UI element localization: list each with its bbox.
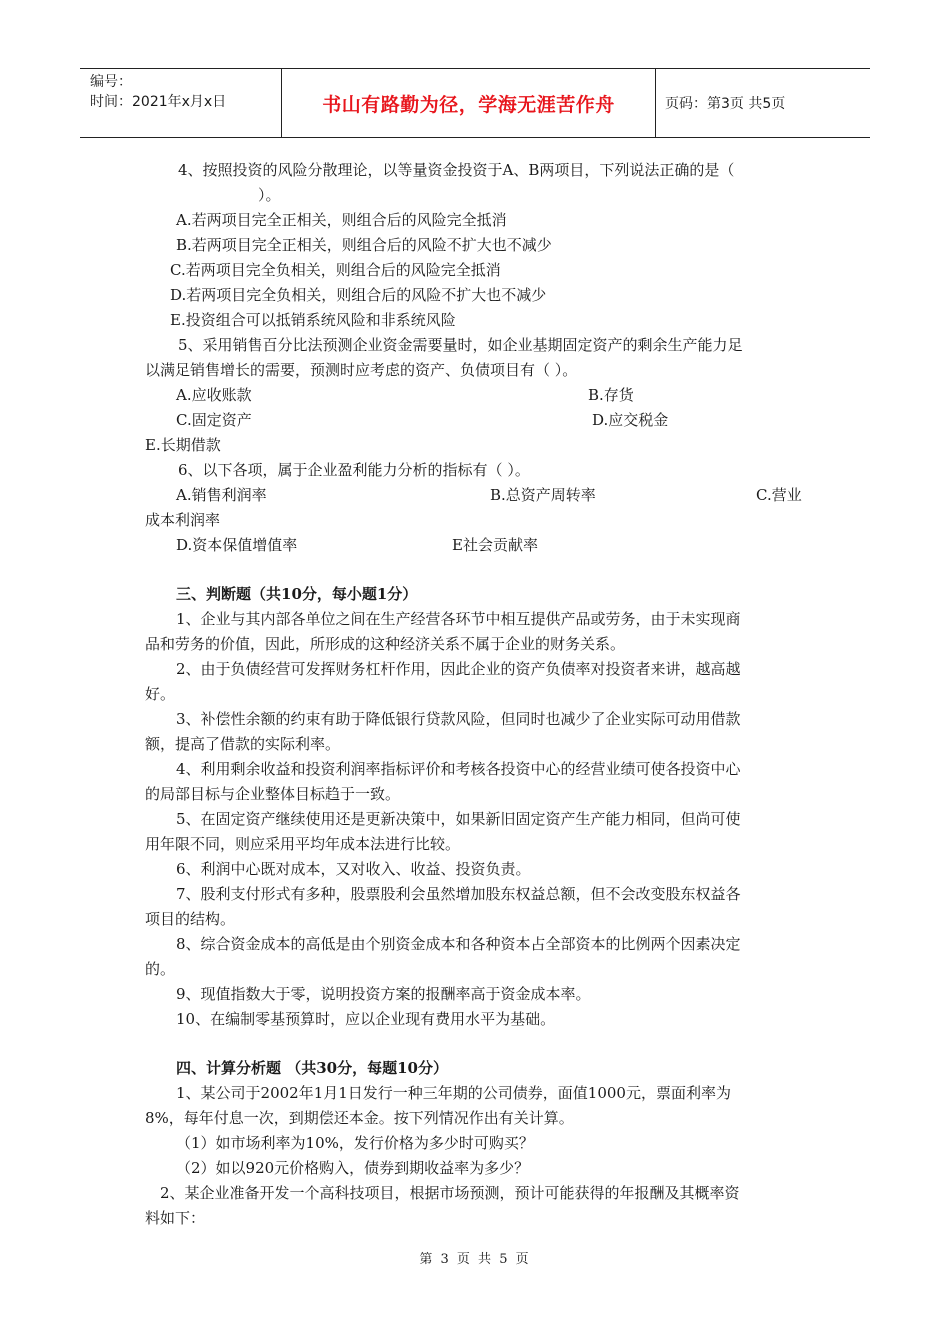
section4-line: 1、某公司于2002年1月1日发行一种三年期的公司债券，面值1000元，票面利率为	[176, 1084, 731, 1102]
section3-line: 8、综合资金成本的高低是由个别资金成本和各种资本占全部资本的比例两个因素决定	[176, 935, 741, 953]
section3-line: 3、补偿性余额的约束有助于降低银行贷款风险，但同时也减少了企业实际可动用借款	[176, 710, 741, 728]
section3-line: 额，提高了借款的实际利率。	[145, 735, 341, 753]
section4-line: 2、某企业准备开发一个高科技项目，根据市场预测，预计可能获得的年报酬及其概率资	[160, 1184, 740, 1202]
section3-line: 6、利润中心既对成本，又对收入、收益、投资负责。	[176, 860, 531, 878]
q4-option-c: C.若两项目完全负相关，则组合后的风险完全抵消	[170, 261, 501, 279]
section4-line: （1）如市场利率为10%，发行价格为多少时可购买？	[176, 1134, 534, 1152]
section3-line: 品和劳务的价值，因此，所形成的这种经济关系不属于企业的财务关系。	[145, 635, 626, 653]
page-header	[80, 68, 870, 138]
q5-stem-line1: 5、采用销售百分比法预测企业资金需要量时，如企业基期固定资产的剩余生产能力足	[178, 336, 743, 354]
q6-option-c: C.营业	[756, 486, 802, 504]
q6-option-c-cont: 成本利润率	[145, 511, 221, 529]
q5-option-b: B.存货	[588, 386, 634, 404]
header-meta	[80, 69, 282, 137]
q6-option-d: D.资本保值增值率	[176, 536, 298, 554]
q4-option-e: E.投资组合可以抵销系统风险和非系统风险	[170, 311, 456, 329]
q4-stem-line2: ）。	[258, 186, 281, 204]
section3-line: 2、由于负债经营可发挥财务杠杆作用，因此企业的资产负债率对投资者来讲，越高越	[176, 660, 741, 678]
time-label: 时间：2021年x月x日	[90, 94, 227, 110]
section3-line: 9、现值指数大于零，说明投资方案的报酬率高于资金成本率。	[176, 985, 591, 1003]
q4-option-d: D.若两项目完全负相关，则组合后的风险不扩大也不减少	[170, 286, 547, 304]
header-page-label: 页码：第3页 共5页	[665, 96, 786, 112]
q5-option-d: D.应交税金	[592, 411, 669, 429]
section3-line: 4、利用剩余收益和投资利润率指标评价和考核各投资中心的经营业绩可使各投资中心	[176, 760, 741, 778]
number-label: 编号：	[90, 74, 132, 90]
section4-title: 四、计算分析题 （共30分，每题10分）	[176, 1059, 448, 1077]
section3-line: 的局部目标与企业整体目标趋于一致。	[145, 785, 401, 803]
page-footer: 第 3 页 共 5 页	[419, 1252, 531, 1267]
q5-stem-line2: 以满足销售增长的需要，预测时应考虑的资产、负债项目有（ ）。	[145, 361, 578, 379]
q6-option-e: E社会贡献率	[452, 536, 538, 554]
section3-line: 5、在固定资产继续使用还是更新决策中，如果新旧固定资产生产能力相同，但尚可使	[176, 810, 741, 828]
section3-title: 三、判断题（共10分，每小题1分）	[176, 585, 418, 603]
section3-line: 的。	[145, 960, 176, 978]
section3-line: 10、在编制零基预算时，应以企业现有费用水平为基础。	[176, 1010, 556, 1028]
q6-option-a: A.销售利润率	[176, 486, 267, 504]
header-motto: 书山有路勤为径，学海无涯苦作舟	[282, 69, 656, 137]
section3-line: 项目的结构。	[145, 910, 236, 928]
q4-option-b: B.若两项目完全正相关，则组合后的风险不扩大也不减少	[176, 236, 552, 254]
q6-stem: 6、以下各项，属于企业盈利能力分析的指标有（ ）。	[178, 461, 530, 479]
section3-line: 好。	[145, 685, 176, 703]
q5-option-c: C.固定资产	[176, 411, 252, 429]
section3-line: 7、股利支付形式有多种，股票股利会虽然增加股东权益总额，但不会改变股东权益各	[176, 885, 741, 903]
section4-line: （2）如以920元价格购入，债券到期收益率为多少？	[176, 1159, 530, 1177]
section4-line: 8%，每年付息一次，到期偿还本金。按下列情况作出有关计算。	[145, 1109, 574, 1127]
q4-stem-line1: 4、按照投资的风险分散理论，以等量资金投资于A、B两项目，下列说法正确的是（	[178, 161, 735, 179]
section3-line: 用年限不同，则应采用平均年成本法进行比较。	[145, 835, 461, 853]
section3-line: 1、企业与其内部各单位之间在生产经营各环节中相互提供产品或劳务，由于未实现商	[176, 610, 741, 628]
q4-option-a: A.若两项目完全正相关，则组合后的风险完全抵消	[176, 211, 507, 229]
q5-option-e: E.长期借款	[145, 436, 221, 454]
q5-option-a: A.应收账款	[176, 386, 252, 404]
section4-line: 料如下：	[145, 1209, 206, 1227]
q6-option-b: B.总资产周转率	[490, 486, 596, 504]
